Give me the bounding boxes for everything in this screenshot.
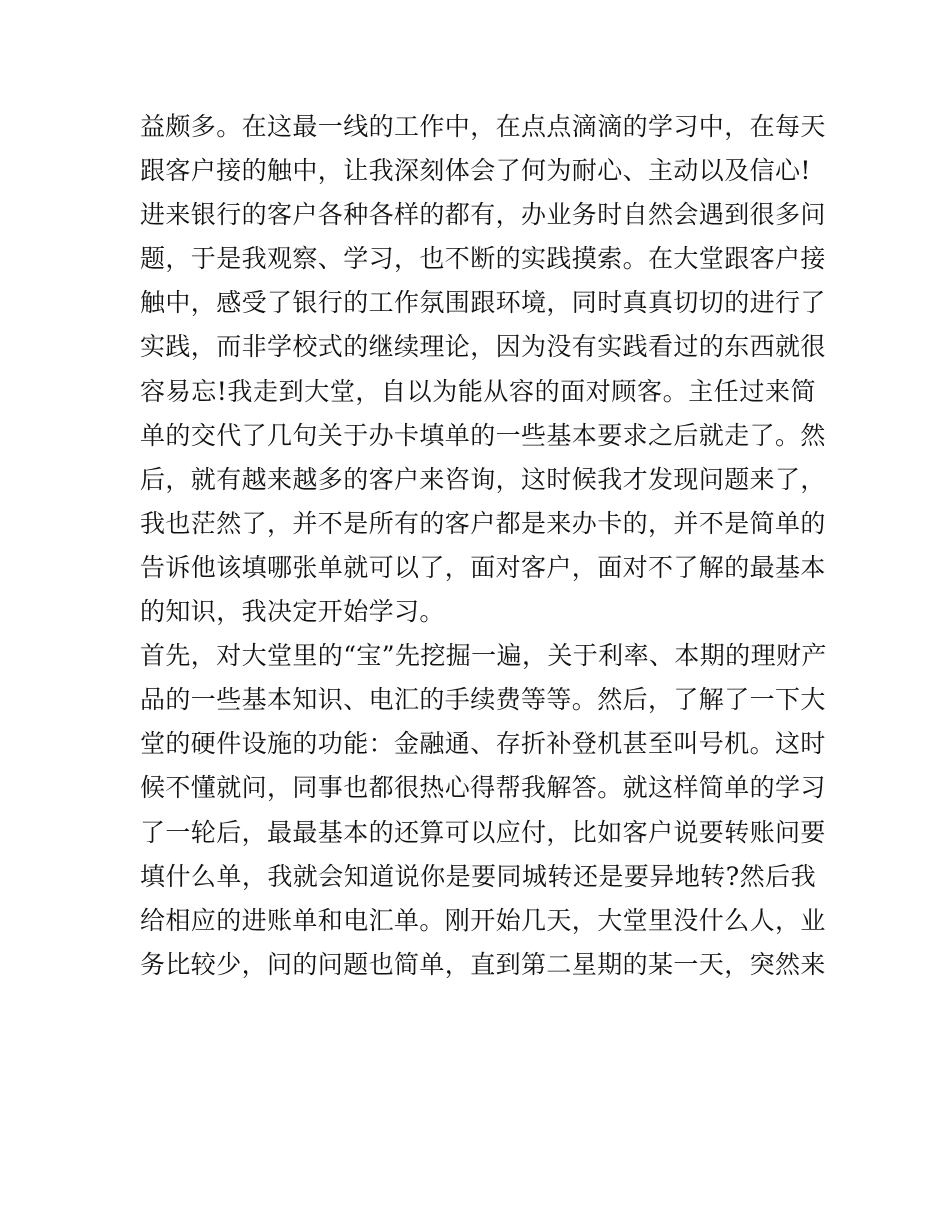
text-line: 益颇多。在这最一线的工作中，在点点滴滴的学习中，在每天 [140, 112, 826, 141]
text-line: 了一轮后，最最基本的还算可以应付，比如客户说要转账问要 [140, 817, 826, 847]
text-line: 候不懂就问，同事也都很热心得帮我解答。就这样简单的学习 [140, 773, 826, 803]
text-line: 进来银行的客户各种各样的都有，办业务时自然会遇到很多问 [140, 200, 826, 230]
text-line: 容易忘!我走到大堂，自以为能从容的面对顾客。主任过来简 [140, 376, 816, 406]
text-line: 触中，感受了银行的工作氛围跟环境，同时真真切切的进行了 [140, 288, 826, 318]
text-line: 品的一些基本知识、电汇的手续费等等。然后，了解了一下大 [140, 685, 826, 715]
text-line: 堂的硬件设施的功能：金融通、存折补登机甚至叫号机。这时 [140, 729, 826, 759]
text-line: 后，就有越来越多的客户来咨询，这时候我才发现问题来了， [140, 464, 826, 494]
text-line: 首先，对大堂里的“宝”先挖掘一遍，关于利率、本期的理财产 [140, 641, 827, 671]
text-line: 题，于是我观察、学习，也不断的实践摸索。在大堂跟客户接 [140, 244, 826, 274]
text-line: 实践，而非学校式的继续理论，因为没有实践看过的东西就很 [140, 332, 826, 362]
text-line: 填什么单，我就会知道说你是要同城转还是要异地转?然后我 [140, 861, 816, 891]
text-line: 告诉他该填哪张单就可以了，面对客户，面对不了解的最基本 [140, 552, 826, 582]
text-line: 单的交代了几句关于办卡填单的一些基本要求之后就走了。然 [140, 420, 826, 450]
text-line: 跟客户接的触中，让我深刻体会了何为耐心、主动以及信心! [140, 156, 811, 186]
body-text [140, 105, 827, 987]
text-line: 的知识，我决定开始学习。 [140, 597, 445, 627]
text-line: 给相应的进账单和电汇单。刚开始几天，大堂里没什么人，业 [140, 905, 826, 935]
text-line: 务比较少，问的问题也简单，直到第二星期的某一天，突然来 [140, 949, 826, 979]
text-line: 我也茫然了，并不是所有的客户都是来办卡的，并不是简单的 [140, 508, 826, 538]
